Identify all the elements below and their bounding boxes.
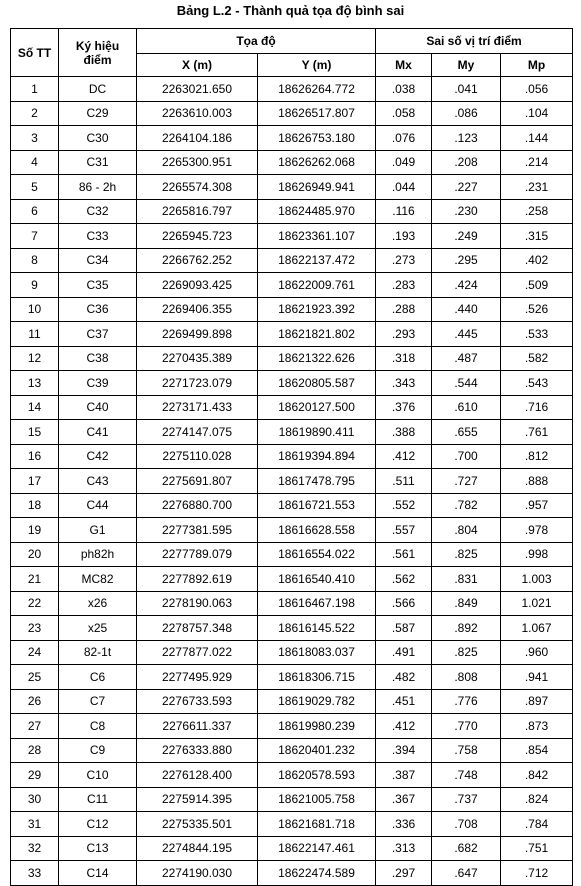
table-row	[11, 665, 573, 690]
my-cell: .825	[432, 640, 501, 665]
header-ky-hieu: Ký hiệu điểm	[59, 29, 137, 77]
header-mp: Mp	[501, 54, 573, 77]
mx-cell: .566	[376, 591, 432, 616]
mp-cell: 1.067	[501, 616, 573, 641]
mp-cell: 1.021	[501, 591, 573, 616]
x-cell: 2263610.003	[137, 101, 258, 126]
table-row	[11, 126, 573, 151]
x-cell: 2265300.951	[137, 150, 258, 175]
mp-cell: .888	[501, 469, 573, 494]
x-cell: 2277495.929	[137, 665, 258, 690]
mx-cell: .293	[376, 322, 432, 347]
mx-cell: .116	[376, 199, 432, 224]
y-cell: 18626949.941	[258, 175, 376, 200]
my-cell: .445	[432, 322, 501, 347]
stt-cell: 22	[11, 591, 59, 616]
stt-cell: 13	[11, 371, 59, 396]
mx-cell: .273	[376, 248, 432, 273]
header-my: My	[432, 54, 501, 77]
mp-cell: .104	[501, 101, 573, 126]
my-cell: .655	[432, 420, 501, 445]
table-row	[11, 542, 573, 567]
table-row	[11, 518, 573, 543]
x-cell: 2273171.433	[137, 395, 258, 420]
ky-hieu-cell: C29	[59, 101, 137, 126]
y-cell: 18623361.107	[258, 224, 376, 249]
y-cell: 18621821.802	[258, 322, 376, 347]
mx-cell: .412	[376, 714, 432, 739]
table-row	[11, 591, 573, 616]
coordinate-table	[10, 28, 573, 886]
my-cell: .440	[432, 297, 501, 322]
y-cell: 18620127.500	[258, 395, 376, 420]
my-cell: .708	[432, 812, 501, 837]
table-row	[11, 77, 573, 102]
table-row	[11, 469, 573, 494]
mp-cell: .824	[501, 787, 573, 812]
mx-cell: .451	[376, 689, 432, 714]
mx-cell: .367	[376, 787, 432, 812]
x-cell: 2275335.501	[137, 812, 258, 837]
x-cell: 2275914.395	[137, 787, 258, 812]
stt-cell: 17	[11, 469, 59, 494]
mx-cell: .376	[376, 395, 432, 420]
stt-cell: 19	[11, 518, 59, 543]
ky-hieu-cell: C37	[59, 322, 137, 347]
table-row	[11, 493, 573, 518]
mx-cell: .044	[376, 175, 432, 200]
my-cell: .700	[432, 444, 501, 469]
ky-hieu-cell: C10	[59, 763, 137, 788]
y-cell: 18619980.239	[258, 714, 376, 739]
stt-cell: 6	[11, 199, 59, 224]
table-row	[11, 224, 573, 249]
mx-cell: .387	[376, 763, 432, 788]
x-cell: 2270435.389	[137, 346, 258, 371]
stt-cell: 32	[11, 836, 59, 861]
mp-cell: .873	[501, 714, 573, 739]
table-title: Bảng L.2 - Thành quả tọa độ bình sai	[176, 3, 405, 18]
y-cell: 18622474.589	[258, 861, 376, 886]
ky-hieu-cell: C8	[59, 714, 137, 739]
mx-cell: .412	[376, 444, 432, 469]
y-cell: 18622009.761	[258, 273, 376, 298]
table-row	[11, 640, 573, 665]
stt-cell: 3	[11, 126, 59, 151]
y-cell: 18616628.558	[258, 518, 376, 543]
ky-hieu-cell: C12	[59, 812, 137, 837]
x-cell: 2276333.880	[137, 738, 258, 763]
my-cell: .808	[432, 665, 501, 690]
table-row	[11, 444, 573, 469]
my-cell: .804	[432, 518, 501, 543]
y-cell: 18626264.772	[258, 77, 376, 102]
mx-cell: .288	[376, 297, 432, 322]
ky-hieu-cell: C7	[59, 689, 137, 714]
stt-cell: 25	[11, 665, 59, 690]
ky-hieu-cell: C43	[59, 469, 137, 494]
header-toa-do: Tọa độ	[137, 29, 376, 54]
header-mx: Mx	[376, 54, 432, 77]
x-cell: 2269406.355	[137, 297, 258, 322]
table-row	[11, 371, 573, 396]
mx-cell: .482	[376, 665, 432, 690]
y-cell: 18621322.626	[258, 346, 376, 371]
x-cell: 2269499.898	[137, 322, 258, 347]
my-cell: .295	[432, 248, 501, 273]
y-cell: 18626517.807	[258, 101, 376, 126]
stt-cell: 21	[11, 567, 59, 592]
mp-cell: .712	[501, 861, 573, 886]
my-cell: .610	[432, 395, 501, 420]
mx-cell: .038	[376, 77, 432, 102]
ky-hieu-cell: C33	[59, 224, 137, 249]
y-cell: 18616540.410	[258, 567, 376, 592]
mx-cell: .561	[376, 542, 432, 567]
my-cell: .770	[432, 714, 501, 739]
y-cell: 18619890.411	[258, 420, 376, 445]
mp-cell: .056	[501, 77, 573, 102]
stt-cell: 4	[11, 150, 59, 175]
mp-cell: .526	[501, 297, 573, 322]
ky-hieu-cell: C9	[59, 738, 137, 763]
stt-cell: 1	[11, 77, 59, 102]
mx-cell: .297	[376, 861, 432, 886]
x-cell: 2265816.797	[137, 199, 258, 224]
mx-cell: .313	[376, 836, 432, 861]
mp-cell: .402	[501, 248, 573, 273]
y-cell: 18620578.593	[258, 763, 376, 788]
table-row	[11, 101, 573, 126]
mp-cell: .978	[501, 518, 573, 543]
ky-hieu-cell: C34	[59, 248, 137, 273]
mp-cell: .214	[501, 150, 573, 175]
stt-cell: 12	[11, 346, 59, 371]
mx-cell: .336	[376, 812, 432, 837]
y-cell: 18621681.718	[258, 812, 376, 837]
my-cell: .487	[432, 346, 501, 371]
ky-hieu-cell: C35	[59, 273, 137, 298]
ky-hieu-cell: C42	[59, 444, 137, 469]
y-cell: 18626262.068	[258, 150, 376, 175]
stt-cell: 23	[11, 616, 59, 641]
my-cell: .123	[432, 126, 501, 151]
y-cell: 18616554.022	[258, 542, 376, 567]
y-cell: 18620805.587	[258, 371, 376, 396]
my-cell: .737	[432, 787, 501, 812]
ky-hieu-cell: 82-1t	[59, 640, 137, 665]
stt-cell: 28	[11, 738, 59, 763]
ky-hieu-cell: C38	[59, 346, 137, 371]
stt-cell: 26	[11, 689, 59, 714]
table-row	[11, 395, 573, 420]
ky-hieu-cell: C6	[59, 665, 137, 690]
table-row	[11, 150, 573, 175]
y-cell: 18622147.461	[258, 836, 376, 861]
my-cell: .776	[432, 689, 501, 714]
ky-hieu-cell: C13	[59, 836, 137, 861]
table-row	[11, 812, 573, 837]
my-cell: .748	[432, 763, 501, 788]
ky-hieu-cell: C11	[59, 787, 137, 812]
y-cell: 18621923.392	[258, 297, 376, 322]
x-cell: 2271723.079	[137, 371, 258, 396]
header-sai-so: Sai số vị trí điểm	[376, 29, 573, 54]
stt-cell: 16	[11, 444, 59, 469]
my-cell: .647	[432, 861, 501, 886]
stt-cell: 5	[11, 175, 59, 200]
stt-cell: 14	[11, 395, 59, 420]
mx-cell: .562	[376, 567, 432, 592]
x-cell: 2265574.308	[137, 175, 258, 200]
mx-cell: .557	[376, 518, 432, 543]
mx-cell: .394	[376, 738, 432, 763]
stt-cell: 33	[11, 861, 59, 886]
mx-cell: .388	[376, 420, 432, 445]
x-cell: 2278757.348	[137, 616, 258, 641]
ky-hieu-cell: C31	[59, 150, 137, 175]
y-cell: 18616721.553	[258, 493, 376, 518]
my-cell: .831	[432, 567, 501, 592]
x-cell: 2276611.337	[137, 714, 258, 739]
y-cell: 18620401.232	[258, 738, 376, 763]
ky-hieu-cell: C44	[59, 493, 137, 518]
x-cell: 2274147.075	[137, 420, 258, 445]
mp-cell: .716	[501, 395, 573, 420]
stt-cell: 11	[11, 322, 59, 347]
ky-hieu-cell: C36	[59, 297, 137, 322]
mp-cell: .812	[501, 444, 573, 469]
my-cell: .825	[432, 542, 501, 567]
ky-hieu-cell: 86 - 2h	[59, 175, 137, 200]
mp-cell: .533	[501, 322, 573, 347]
y-cell: 18626753.180	[258, 126, 376, 151]
y-cell: 18618306.715	[258, 665, 376, 690]
my-cell: .230	[432, 199, 501, 224]
y-cell: 18622137.472	[258, 248, 376, 273]
mp-cell: 1.003	[501, 567, 573, 592]
table-row	[11, 346, 573, 371]
mp-cell: .751	[501, 836, 573, 861]
x-cell: 2263021.650	[137, 77, 258, 102]
table-row	[11, 322, 573, 347]
stt-cell: 27	[11, 714, 59, 739]
x-cell: 2264104.186	[137, 126, 258, 151]
mp-cell: .784	[501, 812, 573, 837]
ky-hieu-cell: G1	[59, 518, 137, 543]
x-cell: 2275691.807	[137, 469, 258, 494]
my-cell: .782	[432, 493, 501, 518]
x-cell: 2277381.595	[137, 518, 258, 543]
stt-cell: 18	[11, 493, 59, 518]
ky-hieu-cell: MC82	[59, 567, 137, 592]
x-cell: 2266762.252	[137, 248, 258, 273]
my-cell: .758	[432, 738, 501, 763]
mp-cell: .854	[501, 738, 573, 763]
table-row	[11, 420, 573, 445]
x-cell: 2274844.195	[137, 836, 258, 861]
y-cell: 18619029.782	[258, 689, 376, 714]
ky-hieu-cell: x26	[59, 591, 137, 616]
x-cell: 2274190.030	[137, 861, 258, 886]
mp-cell: .842	[501, 763, 573, 788]
ky-hieu-cell: x25	[59, 616, 137, 641]
table-row	[11, 738, 573, 763]
ky-hieu-cell: C39	[59, 371, 137, 396]
table-row	[11, 861, 573, 886]
y-cell: 18621005.758	[258, 787, 376, 812]
stt-cell: 10	[11, 297, 59, 322]
x-cell: 2277892.619	[137, 567, 258, 592]
table-row	[11, 199, 573, 224]
table-row	[11, 689, 573, 714]
mp-cell: .897	[501, 689, 573, 714]
ky-hieu-cell: C30	[59, 126, 137, 151]
table-row	[11, 175, 573, 200]
table-row	[11, 787, 573, 812]
table-row	[11, 248, 573, 273]
ky-hieu-cell: ph82h	[59, 542, 137, 567]
x-cell: 2276880.700	[137, 493, 258, 518]
stt-cell: 31	[11, 812, 59, 837]
mp-cell: .941	[501, 665, 573, 690]
x-cell: 2275110.028	[137, 444, 258, 469]
x-cell: 2265945.723	[137, 224, 258, 249]
x-cell: 2276733.593	[137, 689, 258, 714]
stt-cell: 29	[11, 763, 59, 788]
mp-cell: .998	[501, 542, 573, 567]
y-cell: 18619394.894	[258, 444, 376, 469]
my-cell: .249	[432, 224, 501, 249]
my-cell: .041	[432, 77, 501, 102]
mx-cell: .049	[376, 150, 432, 175]
my-cell: .208	[432, 150, 501, 175]
mx-cell: .343	[376, 371, 432, 396]
my-cell: .544	[432, 371, 501, 396]
my-cell: .849	[432, 591, 501, 616]
y-cell: 18624485.970	[258, 199, 376, 224]
mx-cell: .318	[376, 346, 432, 371]
stt-cell: 9	[11, 273, 59, 298]
mp-cell: .231	[501, 175, 573, 200]
mp-cell: .957	[501, 493, 573, 518]
mx-cell: .283	[376, 273, 432, 298]
my-cell: .086	[432, 101, 501, 126]
mp-cell: .144	[501, 126, 573, 151]
mp-cell: .543	[501, 371, 573, 396]
header-y: Y (m)	[258, 54, 376, 77]
my-cell: .227	[432, 175, 501, 200]
x-cell: 2276128.400	[137, 763, 258, 788]
stt-cell: 30	[11, 787, 59, 812]
mp-cell: .509	[501, 273, 573, 298]
mp-cell: .761	[501, 420, 573, 445]
stt-cell: 20	[11, 542, 59, 567]
x-cell: 2269093.425	[137, 273, 258, 298]
table-row	[11, 714, 573, 739]
x-cell: 2277789.079	[137, 542, 258, 567]
mx-cell: .587	[376, 616, 432, 641]
my-cell: .892	[432, 616, 501, 641]
x-cell: 2277877.022	[137, 640, 258, 665]
table-row	[11, 763, 573, 788]
mx-cell: .511	[376, 469, 432, 494]
mx-cell: .058	[376, 101, 432, 126]
ky-hieu-cell: C14	[59, 861, 137, 886]
stt-cell: 2	[11, 101, 59, 126]
mx-cell: .193	[376, 224, 432, 249]
my-cell: .424	[432, 273, 501, 298]
ky-hieu-cell: C32	[59, 199, 137, 224]
mx-cell: .552	[376, 493, 432, 518]
y-cell: 18616467.198	[258, 591, 376, 616]
x-cell: 2278190.063	[137, 591, 258, 616]
mp-cell: .315	[501, 224, 573, 249]
table-row	[11, 616, 573, 641]
y-cell: 18618083.037	[258, 640, 376, 665]
mx-cell: .076	[376, 126, 432, 151]
stt-cell: 15	[11, 420, 59, 445]
ky-hieu-cell: C41	[59, 420, 137, 445]
table-row	[11, 297, 573, 322]
table-row	[11, 836, 573, 861]
mp-cell: .960	[501, 640, 573, 665]
mx-cell: .491	[376, 640, 432, 665]
table-row	[11, 273, 573, 298]
y-cell: 18616145.522	[258, 616, 376, 641]
header-x: X (m)	[137, 54, 258, 77]
ky-hieu-cell: C40	[59, 395, 137, 420]
stt-cell: 8	[11, 248, 59, 273]
ky-hieu-cell: DC	[59, 77, 137, 102]
stt-cell: 24	[11, 640, 59, 665]
my-cell: .682	[432, 836, 501, 861]
stt-cell: 7	[11, 224, 59, 249]
table-row	[11, 567, 573, 592]
mp-cell: .582	[501, 346, 573, 371]
my-cell: .727	[432, 469, 501, 494]
mp-cell: .258	[501, 199, 573, 224]
header-stt: Số TT	[11, 29, 59, 77]
y-cell: 18617478.795	[258, 469, 376, 494]
